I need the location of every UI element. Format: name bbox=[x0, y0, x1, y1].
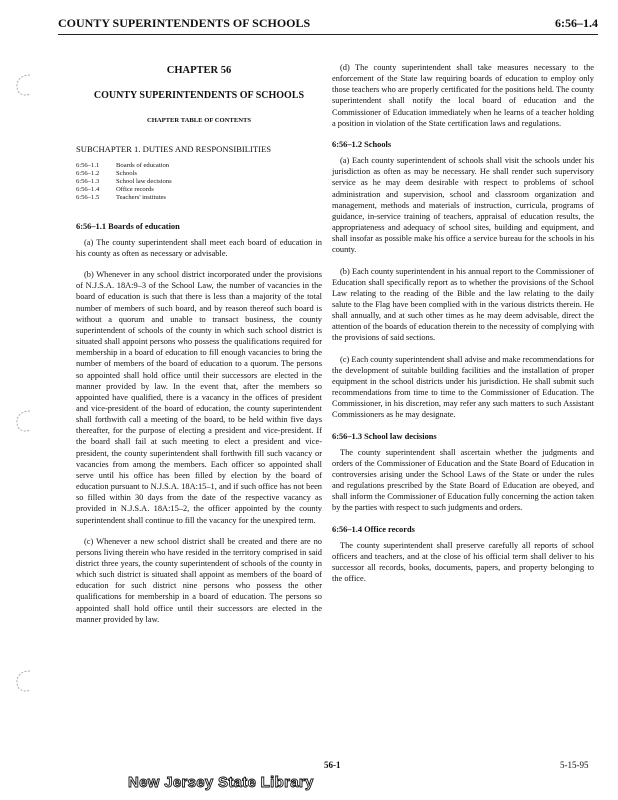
revision-date: 5-15-95 bbox=[560, 760, 589, 770]
chapter-title: COUNTY SUPERINTENDENTS OF SCHOOLS bbox=[93, 90, 305, 102]
paragraph: The county superintendent shall preserve carefully all reports of school officers and teachers, and at the close of his official term shall deliver to his successor all records, books, documents, papers, and property belonging to the office. bbox=[332, 540, 594, 584]
subchapter-title: SUBCHAPTER 1. DUTIES AND RESPONSIBILITIES bbox=[76, 144, 272, 155]
paragraph: (b) Whenever in any school district incorporated under the provisions of N.J.S.A. 18A:9–3 of the School Law, the number of vacancies in the board of education is such that there is less than a majority of the total number of members of such board, and by reason thereof such board is without a quorum and unable to transact business, the county superintendent of schools of the county in which such school district is situated shall appoint persons who possess the qualifications required for membership in a board of education to fill enough vacancies to bring the number of members of the board of education to a quorum. The persons so appointed shall hold office until their successors are elected in the manner provided by law. In the event that, after the members so appointed have qualified, there is a vacancy in the offices of president and vice-president of the board of education, the county superintendent shall forthwith call a meeting of the board, to be held within five days thereafter, for the purpose of electing a president and vice-president. If the board shall fail at such meeting to elect a president and vice-president, the county superintendent shall forthwith fill such vacancy or vacancies from among the members. Each officer so appointed shall serve until his office has been filled by election by the board of education pursuant to N.J.S.A. 18A:15–1, and if such office has not been so filled within 30 days from the date of the respective vacancy as provided in N.J.S.A. 18A:15–2, the officer appointed by the county superintendent shall continue to fill the vacancy for the unexpired term. bbox=[76, 270, 322, 525]
paragraph: (a) The county superintendent shall meet each board of education in his county as often as necessary or advisable. bbox=[76, 237, 322, 258]
left-column bbox=[76, 62, 322, 635]
toc-item: 6:56–1.3 School law decisions bbox=[76, 178, 172, 186]
paragraph: (d) The county superintendent shall take measures necessary to the enforcement of the State law requiring boards of education to employ only those teachers who are properly certificated for the positions held. The county superintendent shall notify the local board of education and the Commissioner of Education immediately when he learns of a teacher holding a position in violation of the State certification laws and regulations. bbox=[332, 63, 594, 128]
paragraph: (b) Each county superintendent in his annual report to the Commissioner of Education shall specifically report as to whether the provisions of the School Law relating to the reading of the Bible and the law relating to the daily salute to the Flag have been complied with in the various districts therein. He shall annually, and at such other times as he may deem advisable, direct the attention of the boards of education therein to the necessity of complying with the provisions of said sections. bbox=[332, 266, 594, 343]
toc-title: CHAPTER TABLE OF CONTENTS bbox=[146, 117, 252, 125]
paragraph: (c) Each county superintendent shall advise and make recommendations for the development of suitable building facilities and the installation of proper equipment in the school districts under his jurisdiction. He shall submit such recommendations from time to time to the Commissioner of Education. The Commissioner, in his discretion, may refer any such matters to such Assistant Commissioners as he may designate. bbox=[332, 354, 594, 420]
chapter-number: CHAPTER 56 bbox=[166, 65, 232, 76]
section-heading: 6:56–1.2 Schools bbox=[332, 139, 392, 149]
page-number: 56-1 bbox=[324, 760, 341, 770]
binder-hole-mark bbox=[12, 408, 34, 434]
paragraph: The county superintendent shall ascertain whether the judgments and orders of the Commissioner of Education and the State Board of Education in controversies arising under the School Laws of the State or under the rules and regulations prescribed by the State Board of Education are obeyed, and shall inform the Commissioner of Education fully concerning the action taken by the parties with respect to such judgments and orders. bbox=[332, 447, 594, 513]
paragraph: (c) Whenever a new school district shall be created and there are no persons living therein who have resided in the territory comprised in said district three years, the county superintendent of schools of the county in which such district is situated shall appoint as members of the board of education for such district nine persons who possess the other qualifications for membership in a board of education. The persons so appointed shall hold office until their successors are elected in the manner provided by law. bbox=[76, 536, 322, 624]
header-title: COUNTY SUPERINTENDENTS OF SCHOOLS bbox=[58, 16, 311, 30]
section-heading: 6:56–1.4 Office records bbox=[332, 524, 415, 534]
toc-item: 6:56–1.5 Teachers' institutes bbox=[76, 194, 166, 202]
toc-item: 6:56–1.1 Boards of education bbox=[76, 161, 170, 169]
toc-item: 6:56–1.4 Office records bbox=[76, 186, 154, 194]
toc-item: 6:56–1.2 Schools bbox=[76, 169, 137, 177]
binder-hole-mark bbox=[12, 72, 34, 98]
section-heading: 6:56–1.1 Boards of education bbox=[76, 221, 180, 231]
toc-list bbox=[76, 162, 322, 203]
section-heading: 6:56–1.3 School law decisions bbox=[332, 431, 437, 441]
paragraph: (a) Each county superintendent of schools shall visit the schools under his jurisdiction as often as may be necessary. He shall render such supervisory service as he may deem desirable with respect to problems of school administration and supervision, school and classroom organization and management, methods and materials of instruction, curricula, programs of guidance, in-service training of teachers, appraisal of education results, the appropriateness and adequacy of school sites, building and equipment, and shall insofar as possible make his office a service bureau for the schools in his county. bbox=[332, 156, 594, 255]
library-stamp: New Jersey State Library bbox=[128, 774, 314, 791]
binder-hole-mark bbox=[12, 668, 34, 694]
header-section-code: 6:56–1.4 bbox=[555, 16, 598, 30]
running-header bbox=[58, 14, 598, 35]
right-column bbox=[332, 62, 594, 594]
